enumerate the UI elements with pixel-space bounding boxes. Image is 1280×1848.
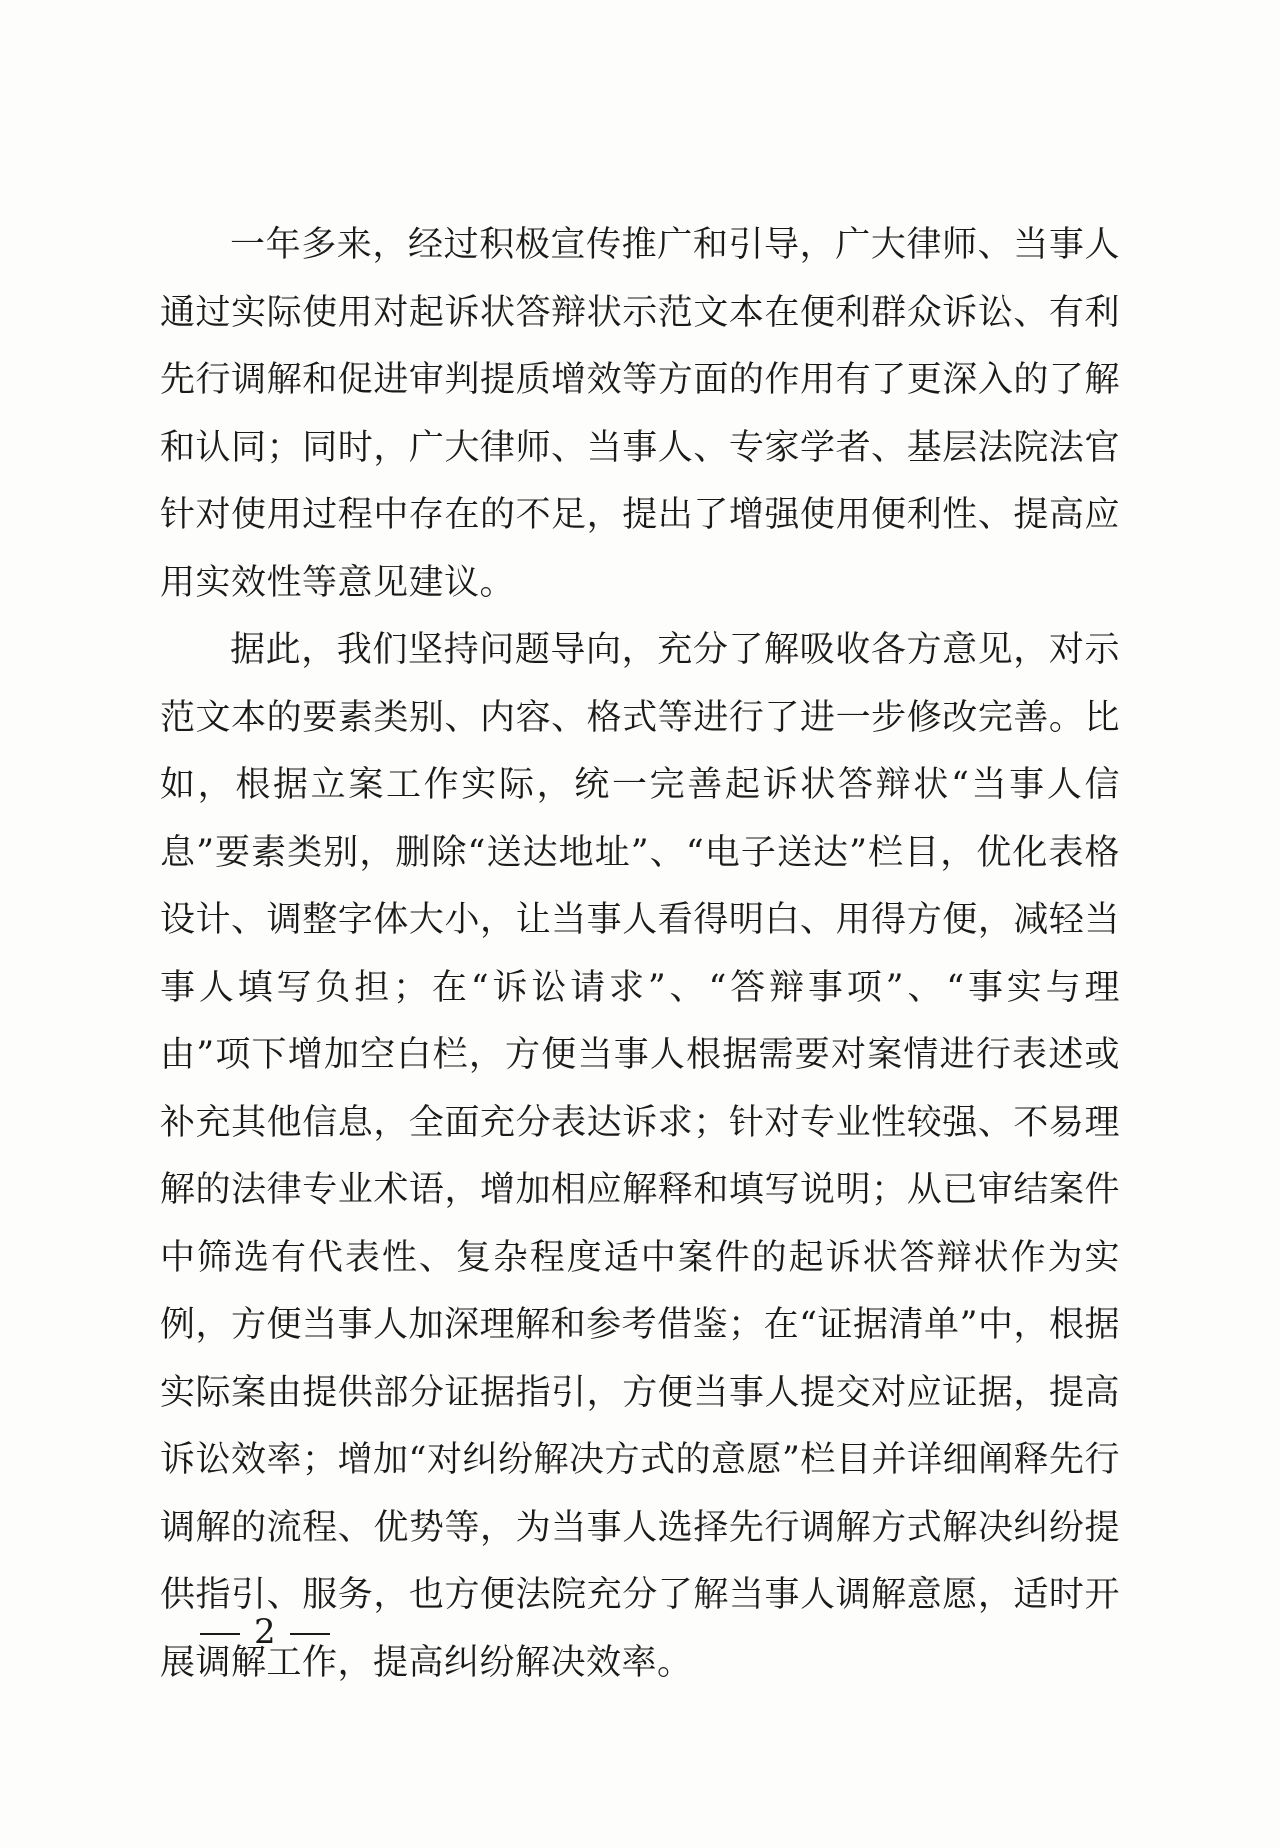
page-number-value: 2 (254, 1612, 276, 1652)
document-body (160, 212, 1120, 1697)
page-number (186, 1612, 344, 1652)
page-number-right-dash (290, 1633, 330, 1635)
paragraph-1: 一年多来，经过积极宣传推广和引导，广大律师、当事人通过实际使用对起诉状答辩状示范文本在便利群众诉讼、有利先行调解和促进审判提质增效等方面的作用有了更深入的了解和认同；同时，广大律师、当事人、专家学者、基层法院法官针对使用过程中存在的不足，提出了增强使用便利性、提高应用实效性等意见建议。 (160, 225, 1120, 603)
page-number-left-dash (200, 1633, 240, 1635)
paragraph-2: 据此，我们坚持问题导向，充分了解吸收各方意见，对示范文本的要素类别、内容、格式等进行了进一步修改完善。比如，根据立案工作实际，统一完善起诉状答辩状“当事人信息”要素类别，删除“送达地址”、“电子送达”栏目，优化表格设计、调整字体大小，让当事人看得明白、用得方便，减轻当事人填写负担；在“诉讼请求”、“答辩事项”、“事实与理由”项下增加空白栏，方便当事人根据需要对案情进行表述或补充其他信息，全面充分表达诉求；针对专业性较强、不易理解的法律专业术语，增加相应解释和填写说明；从已审结案件中筛选有代表性、复杂程度适中案件的起诉状答辩状作为实例，方便当事人加深理解和参考借鉴；在“证据清单”中，根据实际案由提供部分证据指引，方便当事人提交对应证据，提高诉讼效率；增加“对纠纷解决方式的意愿”栏目并详细阐释先行调解的流程、优势等，为当事人选择先行调解方式解决纠纷提供指引、服务，也方便法院充分了解当事人调解意愿，适时开展调解工作，提高纠纷解决效率。 (160, 630, 1120, 1683)
